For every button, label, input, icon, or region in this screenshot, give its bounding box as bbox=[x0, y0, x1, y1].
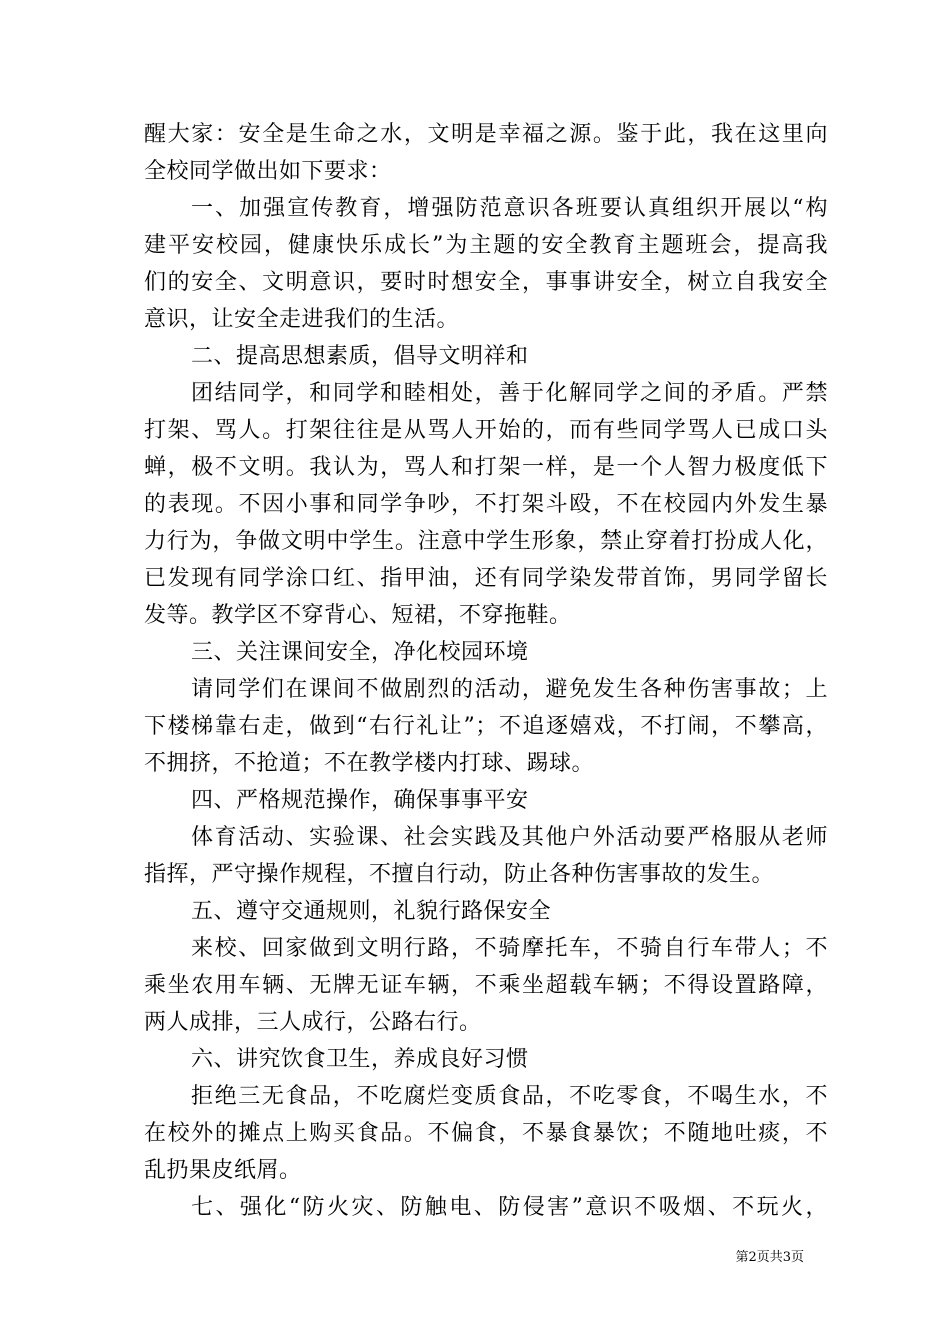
text-line: 已发现有同学涂口红、指甲油，还有同学染发带首饰，男同学留长 bbox=[144, 566, 828, 591]
text-line: 乘坐农用车辆、无牌无证车辆，不乘坐超载车辆；不得设置路障， bbox=[144, 973, 828, 998]
text-line: 体育活动、实验课、社会实践及其他户外活动要严格服从老师 bbox=[191, 825, 828, 850]
text-line: 蝉，极不文明。我认为，骂人和打架一样，是一个人智力极度低下 bbox=[144, 455, 828, 480]
text-line: 全校同学做出如下要求： bbox=[144, 159, 392, 184]
text-line: 乱扔果皮纸屑。 bbox=[144, 1158, 302, 1183]
text-line: 来校、回家做到文明行路，不骑摩托车，不骑自行车带人；不 bbox=[191, 936, 828, 961]
text-line: 两人成排，三人成行，公路右行。 bbox=[144, 1010, 482, 1035]
section-heading: 二、提高思想素质，倡导文明祥和 bbox=[191, 344, 529, 369]
text-line: 建平安校园，健康快乐成长”为主题的安全教育主题班会，提高我 bbox=[144, 233, 828, 258]
text-line: 力行为，争做文明中学生。注意中学生形象，禁止穿着打扮成人化， bbox=[144, 529, 828, 554]
text-line: 一、加强宣传教育，增强防范意识各班要认真组织开展以“构 bbox=[191, 196, 828, 221]
text-line: 的表现。不因小事和同学争吵，不打架斗殴，不在校园内外发生暴 bbox=[144, 492, 828, 517]
text-line: 团结同学，和同学和睦相处，善于化解同学之间的矛盾。严禁 bbox=[191, 381, 828, 406]
text-line: 醒大家：安全是生命之水，文明是幸福之源。鉴于此，我在这里向 bbox=[144, 122, 828, 147]
section-heading: 三、关注课间安全，净化校园环境 bbox=[191, 640, 529, 665]
text-line: 们的安全、文明意识，要时时想安全，事事讲安全，树立自我安全 bbox=[144, 270, 828, 295]
document-body bbox=[144, 116, 828, 1226]
page-number: 第2页共3页 bbox=[735, 1250, 804, 1265]
text-line: 不拥挤，不抢道；不在教学楼内打球、踢球。 bbox=[144, 751, 595, 776]
section-heading: 六、讲究饮食卫生，养成良好习惯 bbox=[191, 1047, 529, 1072]
text-line: 打架、骂人。打架往往是从骂人开始的，而有些同学骂人已成口头 bbox=[144, 418, 828, 443]
text-line: 请同学们在课间不做剧烈的活动，避免发生各种伤害事故；上 bbox=[191, 677, 828, 702]
section-heading: 五、遵守交通规则，礼貌行路保安全 bbox=[191, 899, 552, 924]
text-line: 拒绝三无食品，不吃腐烂变质食品，不吃零食，不喝生水，不 bbox=[191, 1084, 828, 1109]
section-heading: 四、严格规范操作，确保事事平安 bbox=[191, 788, 529, 813]
text-line: 在校外的摊点上购买食品。不偏食，不暴食暴饮；不随地吐痰，不 bbox=[144, 1121, 828, 1146]
text-line: 七、强化“防火灾、防触电、防侵害”意识不吸烟、不玩火， bbox=[191, 1195, 828, 1220]
text-line: 下楼梯靠右走，做到“右行礼让”；不追逐嬉戏，不打闹，不攀高， bbox=[144, 714, 828, 739]
text-line: 指挥，严守操作规程，不擅自行动，防止各种伤害事故的发生。 bbox=[144, 862, 775, 887]
text-line: 意识，让安全走进我们的生活。 bbox=[144, 307, 460, 332]
text-line: 发等。教学区不穿背心、短裙，不穿拖鞋。 bbox=[144, 603, 572, 628]
